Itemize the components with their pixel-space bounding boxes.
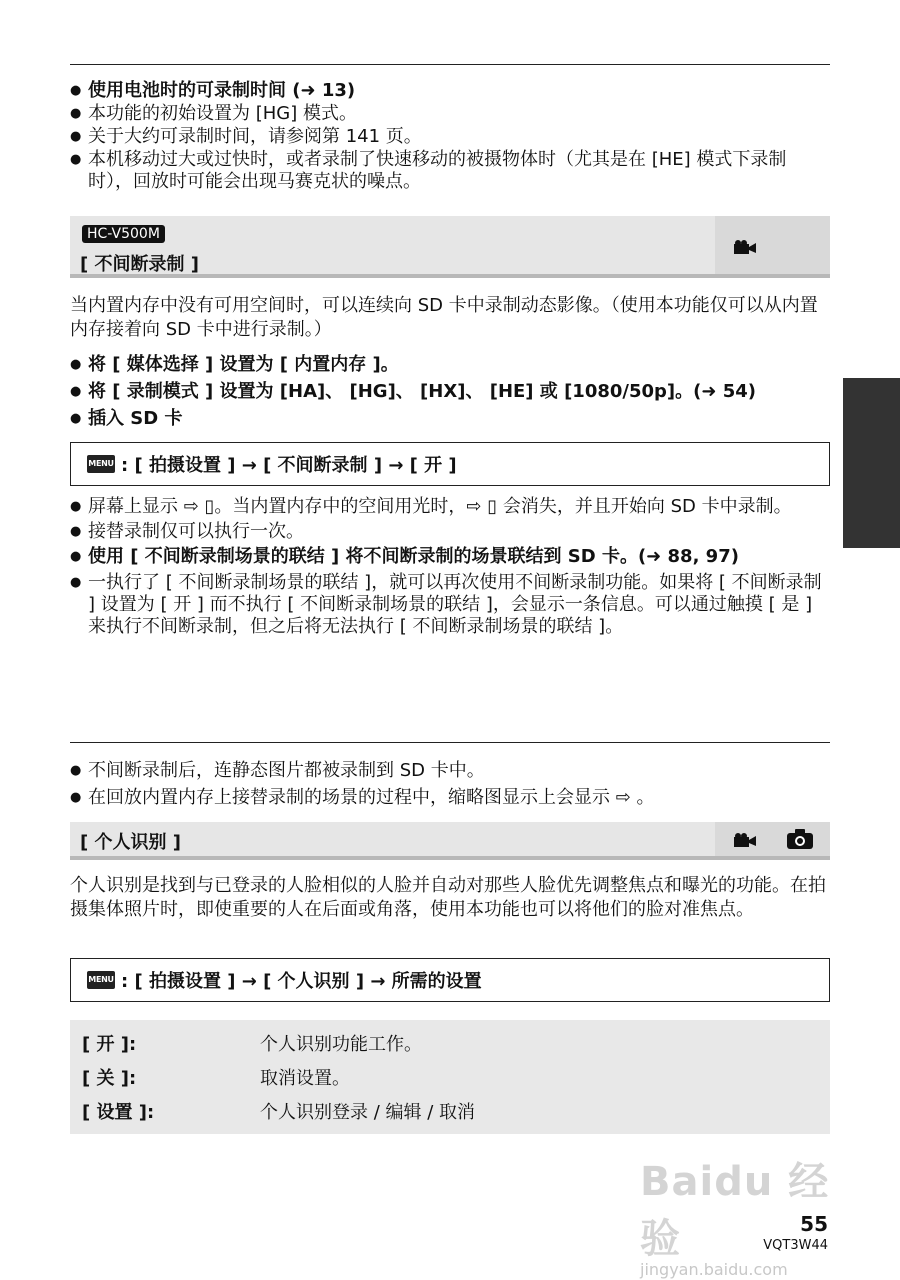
menu-path: : [ 拍摄设置 ] → [ 不间断录制 ] → [ 开 ] [121,455,457,476]
section-header-continuous-rec [70,216,830,278]
page-number: 55 [800,1212,828,1236]
note-item: ● 在回放内置内存上接替录制的场景的过程中，缩略图显示上会显示 ⇨ 。 [70,785,830,811]
note-item: ● 使用 [ 不间断录制场景的联结 ] 将不间断录制的场景联结到 SD 卡。(➜ 88, 97) [70,546,830,568]
setting-value: 个人识别登录 / 编辑 / 取消 [260,1102,476,1123]
menu-icon: MENU [87,971,115,989]
bullet-item: ● 使用电池时的可录制时间 (➜ 13) [70,80,830,102]
chapter-side-tab [843,378,900,548]
settings-table [70,1020,830,1134]
step-item: ● 将 [ 媒体选择 ] 设置为 [ 内置内存 ]。 [70,352,830,378]
setting-value: 个人识别功能工作。 [260,1034,422,1055]
bullet-item: ● 关于大约可录制时间，请参阅第 141 页。 [70,126,830,148]
step-item: ● 将 [ 录制模式 ] 设置为 [HA]、 [HG]、 [HX]、 [HE] 或 [1080/50p]。(➜ 54) [70,379,830,405]
setting-row [70,1094,830,1128]
setting-row [70,1060,830,1094]
note-item: ● 接替录制仅可以执行一次。 [70,521,830,543]
setting-key: [ 开 ]: [82,1034,137,1055]
step-list [70,352,830,433]
bullet-item: ● 本机移动过大或过快时，或者录制了快速移动的被摄物体时（尤其是在 [HE] 模式下录制时），回放时可能会出现马赛克状的噪点。 [70,149,830,193]
section-title: [ 不间断录制 ] [80,254,199,275]
still-camera-icon [787,829,813,849]
after-note-list [70,758,830,812]
document-code: VQT3W44 [763,1238,828,1253]
model-badge: HC-V500M [82,225,165,243]
top-rule [70,64,830,65]
section-intro: 当内置内存中没有可用空间时，可以连续向 SD 卡中录制动态影像。（使用本功能仅可以从内置内存接着向 SD 卡中进行录制。） [70,295,818,340]
top-bullet-list [70,80,830,194]
bullet-item: ● 本功能的初始设置为 [HG] 模式。 [70,103,830,125]
note-list [70,496,830,639]
section-header-face-recognition [70,822,830,860]
setting-value: 取消设置。 [260,1068,350,1089]
section-intro: 个人识别是找到与已登录的人脸相似的人脸并自动对那些人脸优先调整焦点和曝光的功能。在拍摄集体照片时，即使重要的人在后面或角落，使用本功能也可以将他们的脸对准焦点。 [70,875,826,920]
menu-path-box [70,958,830,1002]
step-item: ● 插入 SD 卡 [70,406,830,432]
menu-path: : [ 拍摄设置 ] → [ 个人识别 ] → 所需的设置 [121,971,482,992]
watermark-logo-text: Baidu 经验 [640,1159,830,1262]
section-title: [ 个人识别 ] [80,832,181,853]
movie-camera-icon [734,240,756,254]
setting-row [70,1026,830,1060]
setting-key: [ 关 ]: [82,1068,137,1089]
menu-icon: MENU [87,455,115,473]
note-item: ● 不间断录制后，连静态图片都被录制到 SD 卡中。 [70,758,830,784]
note-item: ● 屏幕上显示 ⇨ ▯。当内置内存中的空间用光时，⇨ ▯ 会消失，并且开始向 SD 卡中录制。 [70,496,830,518]
note-item: ● 一执行了 [ 不间断录制场景的联结 ]，就可以再次使用不间断录制功能。如果将 [ 不间断录制 ] 设置为 [ 开 ] 而不执行 [ 不间断录制场景的联结 ]，会显示一条信息。可以通过触摸 [ 是 ] 来执行不间断录制，但之后将无法执行 [ 不间断录制场景的联结 ]。 [70,572,830,638]
watermark-url: jingyan.baidu.com [640,1260,788,1279]
movie-camera-icon [734,833,756,847]
divider-rule [70,742,830,743]
setting-key: [ 设置 ]: [82,1102,155,1123]
menu-path-box [70,442,830,486]
